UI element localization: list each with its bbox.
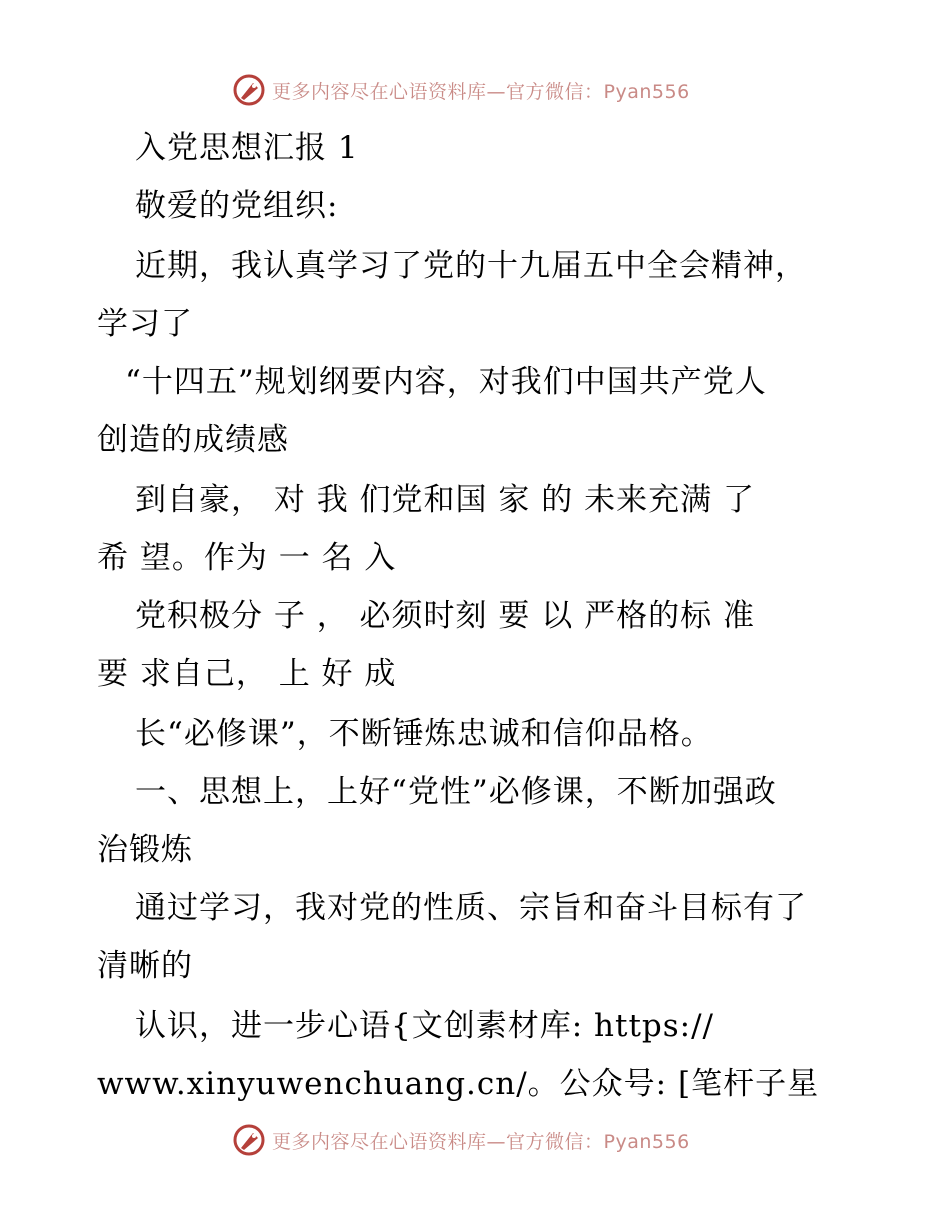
salutation: 敬爱的党组织: [135, 188, 339, 224]
section-heading: 一、思想上，上好“党性”必修课，不断加强政 [135, 774, 777, 810]
text-line: 党积极分 子 ， 必须时刻 要 以 严格的标 准 [135, 598, 755, 634]
text-line: 创造的成绩感 [97, 422, 289, 458]
text-line: 清晰的 [97, 948, 193, 984]
text-line: 近期，我认真学习了党的十九届五中全会精神， [135, 248, 807, 284]
text-line: 长“必修课”，不断锤炼忠诚和信仰品格。 [135, 716, 713, 752]
text-line: www.xinyuwenchuang.cn/。公众号: [笔杆子星 [97, 1066, 820, 1102]
footer-watermark-banner [232, 1120, 752, 1160]
footer-watermark-text: 更多内容尽在心语资料库—官方微信：Pyan556 [272, 1130, 690, 1153]
text-line: 认识，进一步心语{文创素材库: https:// [135, 1008, 714, 1044]
text-line: “十四五”规划纲要内容，对我们中国共产党人 [125, 364, 767, 400]
text-line: 要 求自己， 上 好 成 [97, 656, 397, 692]
header-watermark-text: 更多内容尽在心语资料库—官方微信：Pyan556 [272, 80, 690, 103]
pen-nib-logo-icon [232, 1123, 266, 1157]
document-title: 入党思想汇报 1 [135, 130, 359, 166]
text-line: 通过学习，我对党的性质、宗旨和奋斗目标有了 [135, 890, 807, 926]
text-line: 学习了 [97, 306, 193, 342]
text-line: 治锻炼 [97, 832, 193, 868]
text-line: 到自豪， 对 我 们党和国 家 的 未来充满 了 [135, 482, 755, 518]
text-line: 希 望。作为 一 名 入 [97, 540, 397, 576]
